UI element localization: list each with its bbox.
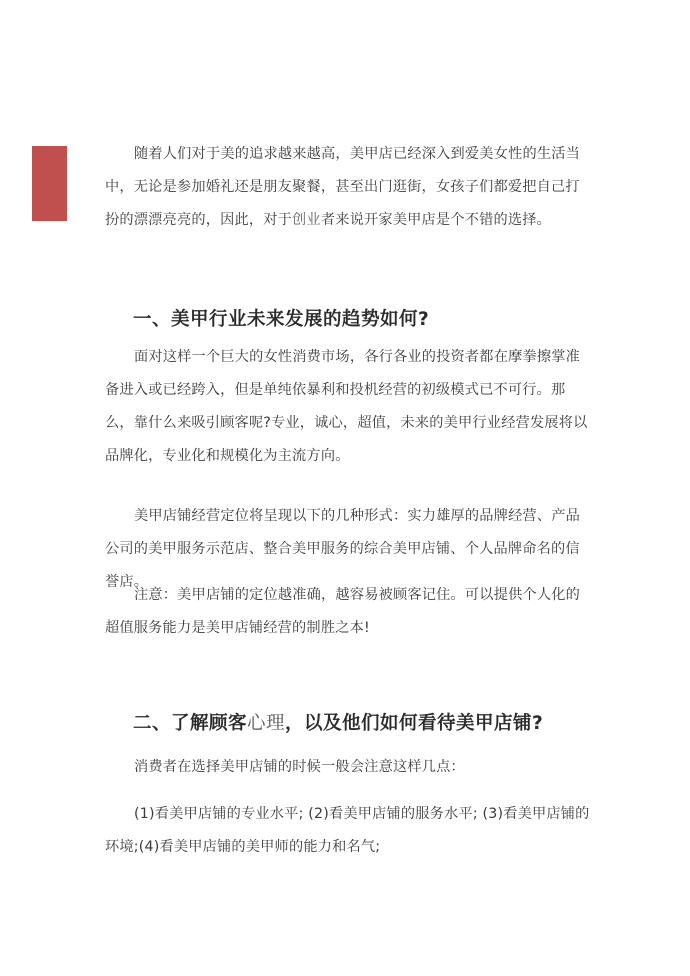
intro-paragraph (105, 138, 590, 237)
section1-paragraph-1: 面对这样一个巨大的女性消费市场，各行各业的投资者都在摩拳擦掌准备进入或已经跨入，但是单纯依暴利和投机经营的初级模式已不可行。那么，靠什么来吸引顾客呢?专业，诚心，超值，未来的美甲行业经营发展将以品牌化，专业化和规模化为主流方向。 (105, 349, 588, 464)
intro-text: 随着人们对于美的追求越来越高，美甲店已经深入到爱美女性的生活当中，无论是参加婚礼还是朋友聚餐，甚至出门逛街，女孩子们都爱把自己打扮的漂漂亮亮的，因此，对于 (105, 146, 581, 228)
accent-bar (32, 146, 67, 221)
section2-intro: 消费者在选择美甲店铺的时候一般会注意这样几点： (134, 759, 465, 775)
section2-points: (1)看美甲店铺的专业水平; (2)看美甲店铺的服务水平; (3)看美甲店铺的环境;(4)看美甲店铺的美甲师的能力和名气; (105, 806, 590, 855)
section1-heading: 一、美甲行业未来发展的趋势如何? (133, 309, 430, 330)
section1-paragraph-2: 美甲店铺经营定位将呈现以下的几种形式：实力雄厚的品牌经营、产品公司的美甲服务示范店、整合美甲服务的综合美甲店铺、个人品牌命名的信誉店。 (105, 508, 581, 590)
section2-heading-light: 心理 (247, 713, 286, 734)
section2-heading-end: ，以及他们如何看待美甲店铺? (285, 713, 544, 734)
intro-text-end: 者来说开家美甲店是个不错的选择。 (320, 212, 552, 228)
section2-heading-start: 二、了解顾客 (133, 713, 248, 734)
intro-link-word: 创业 (292, 212, 321, 228)
section1-paragraph-3: 注意：美甲店铺的定位越准确，越容易被顾客记住。可以提供个人化的超值服务能力是美甲店铺经营的制胜之本! (105, 587, 581, 636)
section2-heading (133, 709, 543, 735)
